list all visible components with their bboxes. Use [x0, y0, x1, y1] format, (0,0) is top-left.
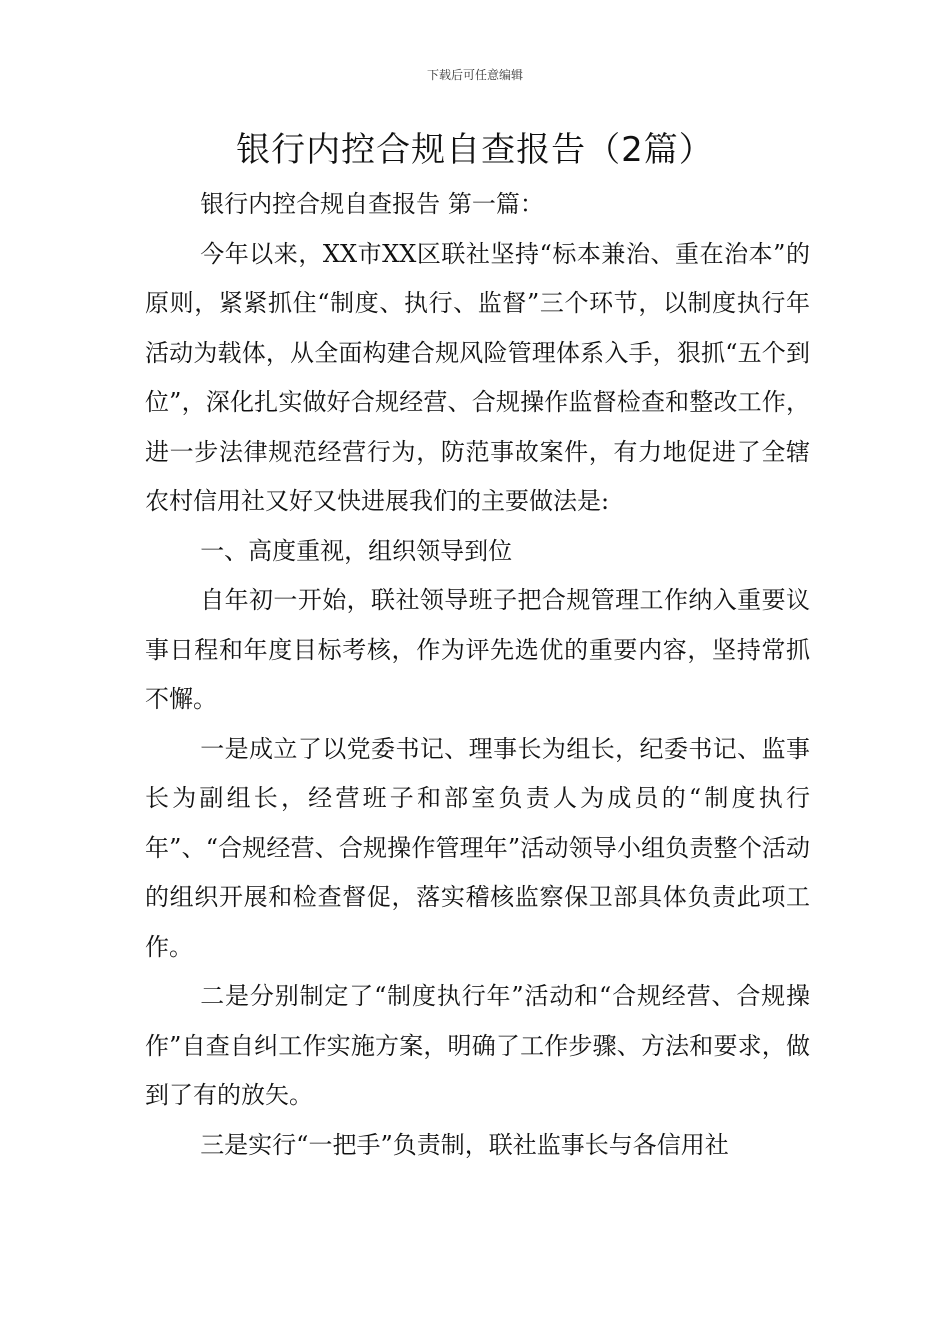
document-body — [145, 180, 810, 1170]
paragraph: 一是成立了以党委书记、理事长为组长，纪委书记、监事长为副组长，经营班子和部室负责人为成员的“制度执行年”、“合规经营、合规操作管理年”活动领导小组负责整个活动的组织开展和检查督促，落实稽核监察保卫部具体负责此项工作。 — [145, 734, 810, 961]
paragraph-intro: 今年以来，XX市XX区联社坚持“标本兼治、重在治本”的原则，紧紧抓住“制度、执行、监督”三个环节，以制度执行年活动为载体，从全面构建合规风险管理体系入手，狠抓“五个到位”，深化扎实做好合规经营、合规操作监督检查和整改工作，进一步法律规范经营行为，防范事故案件，有力地促进了全辖农村信用社又好又快进展我们的主要做法是: — [145, 239, 810, 515]
paragraph: 二是分别制定了“制度执行年”活动和“合规经营、合规操作”自查自纠工作实施方案，明确了工作步骤、方法和要求，做到了有的放矢。 — [145, 982, 810, 1109]
section-heading: 一、高度重视，组织领导到位 — [200, 536, 513, 565]
paragraph: 自年初一开始，联社领导班子把合规管理工作纳入重要议事日程和年度目标考核，作为评先选优的重要内容，坚持常抓不懈。 — [145, 586, 810, 713]
document-subtitle: 银行内控合规自查报告 第一篇： — [200, 190, 544, 218]
document-title: 银行内控合规自查报告（2篇） — [236, 130, 714, 170]
header-note: 下载后可任意编辑 — [426, 68, 523, 82]
paragraph: 三是实行“一把手”负责制，联社监事长与各信用社 — [200, 1130, 729, 1159]
